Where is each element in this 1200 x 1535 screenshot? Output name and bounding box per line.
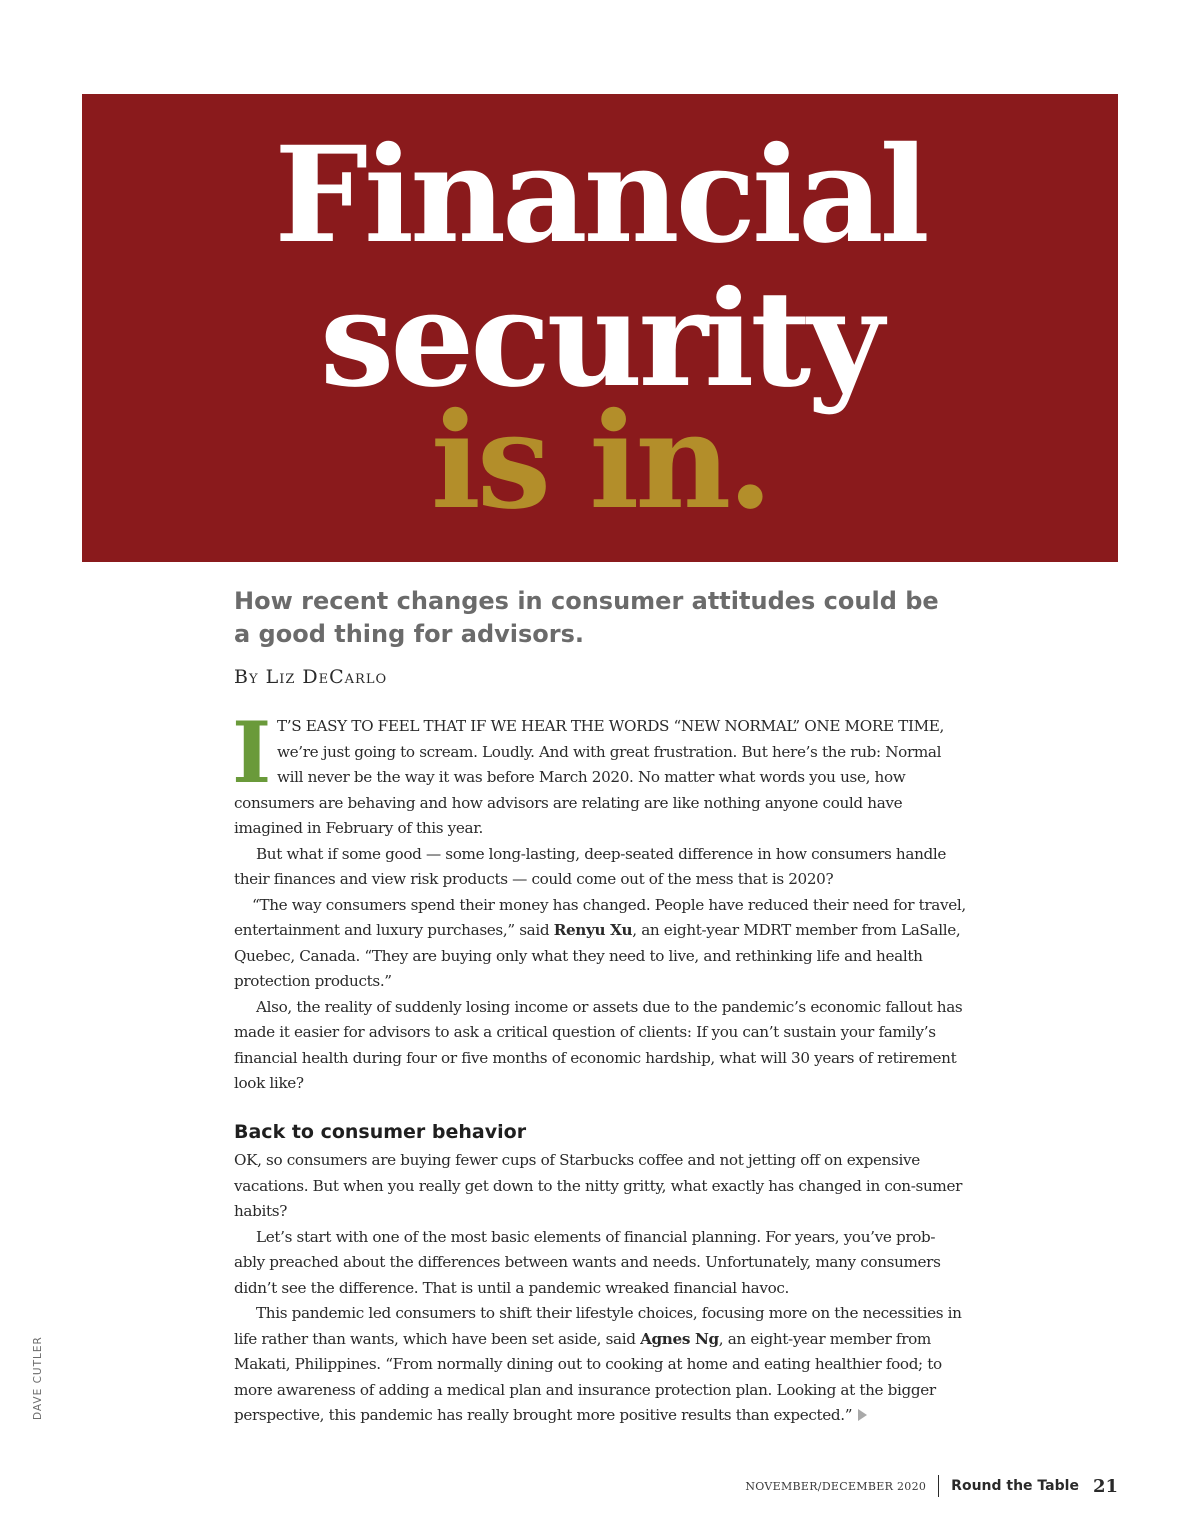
paragraph-7-text-b: , an eight-year member from Makati, Philippines. “From normally dining out to cooking at home and eating healthier food; to more awareness of adding a medical plan and insurance protection plan. Looking at the bigger perspective, this pandemic has really brought more positive results than expected.”	[234, 1329, 942, 1424]
hero-banner	[82, 94, 1118, 562]
paragraph-3-text-b: , an eight-year MDRT member from LaSalle, Quebec, Canada. “They are buying only what they need to live, and rethinking life and health protection products.”	[234, 921, 961, 990]
issue-date: NOVEMBER/DECEMBER 2020	[745, 1479, 927, 1493]
page-number: 21	[1092, 1475, 1118, 1497]
article-deck: How recent changes in consumer attitudes could be a good thing for advisors.	[234, 587, 939, 648]
paragraph-7	[234, 1301, 966, 1429]
paragraph-7-text-a: This pandemic led consumers to shift their lifestyle choices, focusing more on the necessities in life rather than wants, which have been set aside, said	[234, 1304, 962, 1348]
magazine-name: Round the Table	[951, 1478, 1079, 1494]
photo-credit: DAVE CUTLER	[32, 1336, 44, 1420]
headline-line-3: is in.	[430, 384, 770, 539]
byline: By Liz DeCarlo	[234, 666, 388, 688]
section-heading: Back to consumer behavior	[234, 1121, 527, 1143]
paragraph-6: Let’s start with one of the most basic elements of financial planning. For years, you’ve prob-ably preached about the differences between wants and needs. Unfortunately, many consumers didn’t see the difference. That is until a pandemic wreaked financial havoc.	[234, 1227, 941, 1297]
paragraph-1-text: we’re just going to scream. Loudly. And with great frustration. But here’s the rub: Normal will never be the way it was before March 2020. No matter what words you use, how consumers are behaving and how advisors are relating are like nothing anyone could have imagined in February of this year.	[234, 742, 942, 837]
lead-in-caps: T’S EASY TO FEEL THAT IF WE HEAR THE WORDS “NEW NORMAL” ONE MORE TIME,	[276, 717, 945, 735]
article-body-section-2	[234, 1148, 966, 1429]
paragraph-2: But what if some good — some long-lasting, deep-seated difference in how consumers handle their finances and view risk products — could come out of the mess that is 2020?	[234, 844, 947, 888]
paragraph-4: Also, the reality of suddenly losing income or assets due to the pandemic’s economic fallout has made it easier for advisors to ask a critical question of clients: If you can’t sustain your family’s financial health during four or five months of economic hardship, what will 30 years of retirement look like?	[234, 997, 963, 1092]
drop-cap: I	[232, 703, 271, 802]
paragraph-1	[232, 703, 966, 842]
person-name: Renyu Xu	[553, 921, 633, 939]
person-name: Agnes Ng	[640, 1329, 719, 1348]
page-footer	[745, 1474, 1118, 1498]
article-body-section-1	[232, 703, 966, 1097]
headline-line-1: Financial	[274, 118, 926, 273]
footer-divider	[938, 1475, 939, 1497]
paragraph-5: OK, so consumers are buying fewer cups of Starbucks coffee and not jetting off on expensive vacations. But when you really get down to the nitty gritty, what exactly has changed in con-sumer habits?	[234, 1151, 962, 1220]
paragraph-3-text-a: “The way consumers spend their money has changed. People have reduced their need for travel, entertainment and luxury purchases,” said	[234, 895, 966, 939]
continue-arrow-icon	[858, 1409, 867, 1421]
paragraph-3	[234, 893, 966, 995]
headline-line-2: security	[319, 262, 880, 417]
